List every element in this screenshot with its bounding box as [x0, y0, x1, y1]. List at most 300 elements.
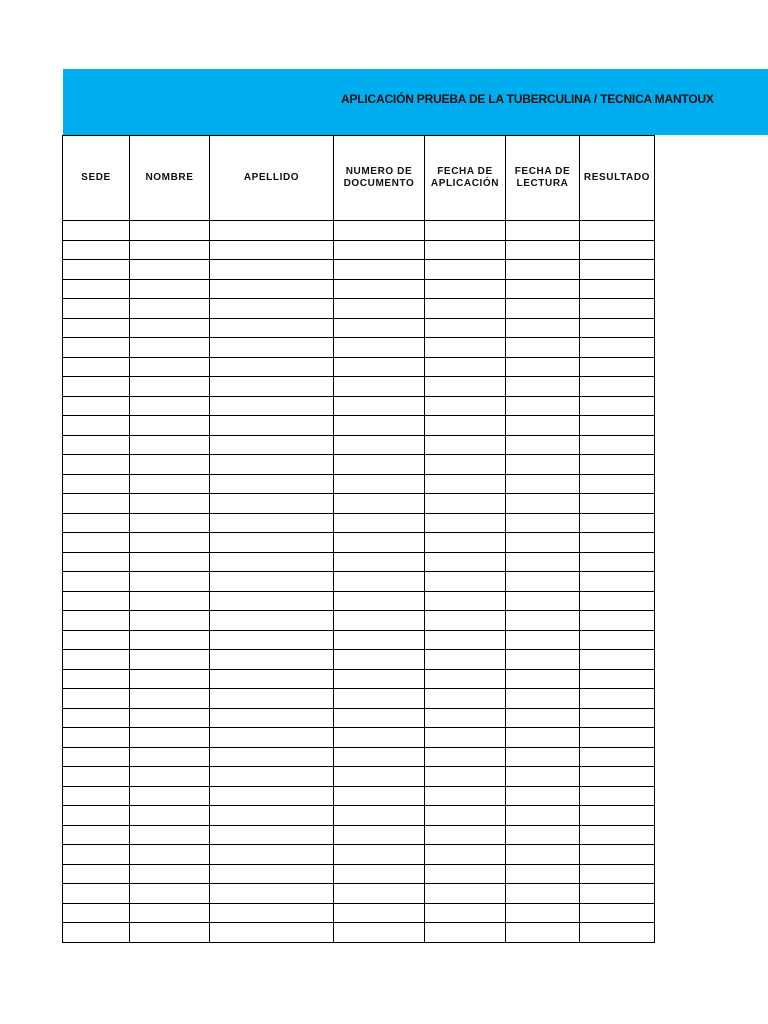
table-cell[interactable]: [506, 240, 580, 260]
table-cell[interactable]: [580, 474, 655, 494]
table-cell[interactable]: [63, 552, 130, 572]
table-cell[interactable]: [580, 494, 655, 514]
table-row: [63, 396, 655, 416]
table-cell[interactable]: [580, 689, 655, 709]
table-cell[interactable]: [334, 279, 425, 299]
table-cell[interactable]: [580, 513, 655, 533]
table-cell[interactable]: [210, 533, 334, 553]
table-cell[interactable]: [334, 357, 425, 377]
table-cell[interactable]: [334, 903, 425, 923]
table-cell[interactable]: [506, 728, 580, 748]
table-cell[interactable]: [334, 806, 425, 826]
table-cell[interactable]: [63, 474, 130, 494]
table-cell[interactable]: [425, 884, 506, 904]
table-cell[interactable]: [334, 260, 425, 280]
table-row: [63, 786, 655, 806]
table-cell[interactable]: [130, 221, 210, 241]
table-cell[interactable]: [210, 279, 334, 299]
table-row: [63, 591, 655, 611]
table-cell[interactable]: [130, 806, 210, 826]
table-cell[interactable]: [334, 591, 425, 611]
table-cell[interactable]: [63, 435, 130, 455]
table-cell[interactable]: [63, 689, 130, 709]
table-cell[interactable]: [580, 611, 655, 631]
table-cell[interactable]: [425, 318, 506, 338]
table-cell[interactable]: [210, 767, 334, 787]
table-cell[interactable]: [425, 279, 506, 299]
table-cell[interactable]: [425, 455, 506, 475]
table-cell[interactable]: [425, 513, 506, 533]
table-row: [63, 377, 655, 397]
table-cell[interactable]: [63, 513, 130, 533]
table-cell[interactable]: [580, 884, 655, 904]
table-cell[interactable]: [334, 513, 425, 533]
table-cell[interactable]: [210, 260, 334, 280]
table-cell[interactable]: [334, 689, 425, 709]
header-fecha-lectura: FECHA DE LECTURA: [506, 136, 580, 221]
table-cell[interactable]: [63, 903, 130, 923]
table-cell[interactable]: [130, 630, 210, 650]
table-cell[interactable]: [130, 767, 210, 787]
table-cell[interactable]: [63, 318, 130, 338]
header-apellido: APELLIDO: [210, 136, 334, 221]
table-cell[interactable]: [580, 357, 655, 377]
table-row: [63, 767, 655, 787]
table-cell[interactable]: [130, 884, 210, 904]
table-cell[interactable]: [210, 552, 334, 572]
table-cell[interactable]: [63, 767, 130, 787]
table-cell[interactable]: [63, 650, 130, 670]
table-cell[interactable]: [506, 689, 580, 709]
table-cell[interactable]: [130, 728, 210, 748]
table-cell[interactable]: [130, 455, 210, 475]
table-cell[interactable]: [425, 708, 506, 728]
table-cell[interactable]: [210, 221, 334, 241]
table-cell[interactable]: [334, 708, 425, 728]
table-cell[interactable]: [580, 240, 655, 260]
table-cell[interactable]: [63, 591, 130, 611]
table-cell[interactable]: [63, 728, 130, 748]
table-cell[interactable]: [580, 338, 655, 358]
table-cell[interactable]: [425, 630, 506, 650]
table-cell[interactable]: [580, 923, 655, 943]
table-cell[interactable]: [506, 552, 580, 572]
table-cell[interactable]: [130, 416, 210, 436]
table-cell[interactable]: [580, 767, 655, 787]
table-row: [63, 474, 655, 494]
table-cell[interactable]: [63, 669, 130, 689]
table-cell[interactable]: [334, 884, 425, 904]
table-cell[interactable]: [580, 396, 655, 416]
table-cell[interactable]: [130, 240, 210, 260]
table-cell[interactable]: [425, 494, 506, 514]
table-cell[interactable]: [506, 825, 580, 845]
table-cell[interactable]: [425, 533, 506, 553]
table-cell[interactable]: [425, 689, 506, 709]
table-cell[interactable]: [130, 864, 210, 884]
table-cell[interactable]: [210, 572, 334, 592]
table-row: [63, 221, 655, 241]
table-row: [63, 552, 655, 572]
table-cell[interactable]: [210, 357, 334, 377]
table-cell[interactable]: [580, 786, 655, 806]
table-cell[interactable]: [210, 786, 334, 806]
table-cell[interactable]: [506, 864, 580, 884]
table-cell[interactable]: [210, 884, 334, 904]
table-cell[interactable]: [334, 299, 425, 319]
table-cell[interactable]: [63, 338, 130, 358]
table-cell[interactable]: [130, 845, 210, 865]
table-cell[interactable]: [506, 455, 580, 475]
table-body: [63, 221, 655, 943]
table-row: [63, 299, 655, 319]
table-row: [63, 650, 655, 670]
table-cell[interactable]: [210, 747, 334, 767]
table-cell[interactable]: [580, 260, 655, 280]
table-row: [63, 416, 655, 436]
table-row: [63, 903, 655, 923]
table-cell[interactable]: [425, 923, 506, 943]
table-cell[interactable]: [130, 377, 210, 397]
table-cell[interactable]: [334, 923, 425, 943]
table-cell[interactable]: [425, 669, 506, 689]
table-cell[interactable]: [130, 318, 210, 338]
table-cell[interactable]: [130, 552, 210, 572]
table-cell[interactable]: [506, 279, 580, 299]
table-cell[interactable]: [506, 494, 580, 514]
table-cell[interactable]: [130, 591, 210, 611]
table-cell[interactable]: [210, 650, 334, 670]
table-cell[interactable]: [425, 552, 506, 572]
table-cell[interactable]: [210, 318, 334, 338]
table-cell[interactable]: [63, 416, 130, 436]
table-cell[interactable]: [334, 650, 425, 670]
table-cell[interactable]: [580, 747, 655, 767]
table-cell[interactable]: [210, 611, 334, 631]
table-cell[interactable]: [334, 728, 425, 748]
table-cell[interactable]: [425, 825, 506, 845]
table-cell[interactable]: [334, 474, 425, 494]
table-cell[interactable]: [506, 669, 580, 689]
table-cell[interactable]: [334, 845, 425, 865]
table-cell[interactable]: [210, 455, 334, 475]
table-cell[interactable]: [425, 377, 506, 397]
table-cell[interactable]: [210, 494, 334, 514]
table-cell[interactable]: [425, 611, 506, 631]
table-cell[interactable]: [425, 396, 506, 416]
title-banner: [63, 69, 768, 135]
table-cell[interactable]: [130, 611, 210, 631]
table-cell[interactable]: [425, 240, 506, 260]
table-cell[interactable]: [63, 708, 130, 728]
table-cell[interactable]: [506, 591, 580, 611]
table-cell[interactable]: [506, 357, 580, 377]
table-cell[interactable]: [580, 845, 655, 865]
table-cell[interactable]: [580, 279, 655, 299]
table-cell[interactable]: [506, 533, 580, 553]
table-cell[interactable]: [130, 903, 210, 923]
table-cell[interactable]: [425, 260, 506, 280]
table-cell[interactable]: [506, 299, 580, 319]
table-cell[interactable]: [210, 377, 334, 397]
table-cell[interactable]: [580, 728, 655, 748]
table-cell[interactable]: [63, 611, 130, 631]
table-cell[interactable]: [334, 494, 425, 514]
table-cell[interactable]: [63, 455, 130, 475]
table-cell[interactable]: [334, 338, 425, 358]
table-row: [63, 435, 655, 455]
table-cell[interactable]: [63, 630, 130, 650]
table-cell[interactable]: [130, 260, 210, 280]
table-cell[interactable]: [425, 221, 506, 241]
table-cell[interactable]: [506, 884, 580, 904]
table-cell[interactable]: [425, 357, 506, 377]
table-cell[interactable]: [334, 455, 425, 475]
table-cell[interactable]: [506, 845, 580, 865]
table-cell[interactable]: [210, 903, 334, 923]
table-row: [63, 260, 655, 280]
header-numero-documento: NUMERO DE DOCUMENTO: [334, 136, 425, 221]
header-nombre: NOMBRE: [130, 136, 210, 221]
table-cell[interactable]: [506, 221, 580, 241]
table-cell[interactable]: [63, 494, 130, 514]
table-cell[interactable]: [334, 240, 425, 260]
table-cell[interactable]: [210, 864, 334, 884]
table-cell[interactable]: [130, 572, 210, 592]
table-cell[interactable]: [63, 923, 130, 943]
table-cell[interactable]: [580, 669, 655, 689]
table-cell[interactable]: [210, 923, 334, 943]
table-cell[interactable]: [580, 416, 655, 436]
table-cell[interactable]: [210, 396, 334, 416]
table-cell[interactable]: [506, 611, 580, 631]
table-cell[interactable]: [63, 786, 130, 806]
table-cell[interactable]: [334, 377, 425, 397]
table-cell[interactable]: [425, 845, 506, 865]
table-cell[interactable]: [506, 630, 580, 650]
table-cell[interactable]: [130, 338, 210, 358]
table-cell[interactable]: [506, 318, 580, 338]
table-cell[interactable]: [580, 825, 655, 845]
table-cell[interactable]: [130, 923, 210, 943]
table-row: [63, 689, 655, 709]
table-cell[interactable]: [63, 240, 130, 260]
header-fecha-aplicacion: FECHA DE APLICACIÓN: [425, 136, 506, 221]
table-cell[interactable]: [130, 299, 210, 319]
table-cell[interactable]: [506, 377, 580, 397]
table-cell[interactable]: [63, 260, 130, 280]
table-cell[interactable]: [506, 338, 580, 358]
table-cell[interactable]: [130, 357, 210, 377]
table-row: [63, 845, 655, 865]
table-cell[interactable]: [130, 474, 210, 494]
table-cell[interactable]: [130, 513, 210, 533]
table-cell[interactable]: [580, 377, 655, 397]
table-cell[interactable]: [130, 279, 210, 299]
table-cell[interactable]: [130, 747, 210, 767]
table-cell[interactable]: [506, 435, 580, 455]
table-cell[interactable]: [506, 806, 580, 826]
table-cell[interactable]: [580, 455, 655, 475]
table-cell[interactable]: [580, 806, 655, 826]
table-cell[interactable]: [334, 396, 425, 416]
table-cell[interactable]: [334, 552, 425, 572]
table-row: [63, 747, 655, 767]
table-cell[interactable]: [334, 747, 425, 767]
table-cell[interactable]: [130, 494, 210, 514]
sheet-title: APLICACIÓN PRUEBA DE LA TUBERCULINA / TECNICA MANTOUX: [341, 92, 714, 106]
table-row: [63, 533, 655, 553]
table-row: [63, 884, 655, 904]
table-cell[interactable]: [506, 416, 580, 436]
table-cell[interactable]: [506, 708, 580, 728]
table-row: [63, 338, 655, 358]
table-cell[interactable]: [210, 416, 334, 436]
table-cell[interactable]: [130, 650, 210, 670]
table-cell[interactable]: [425, 767, 506, 787]
table-cell[interactable]: [580, 572, 655, 592]
table-cell[interactable]: [425, 299, 506, 319]
table-cell[interactable]: [210, 299, 334, 319]
table-cell[interactable]: [210, 845, 334, 865]
table-cell[interactable]: [334, 825, 425, 845]
table-cell[interactable]: [506, 474, 580, 494]
table-cell[interactable]: [334, 669, 425, 689]
table-cell[interactable]: [130, 669, 210, 689]
header-sede: SEDE: [63, 136, 130, 221]
table-cell[interactable]: [580, 435, 655, 455]
table-cell[interactable]: [334, 864, 425, 884]
table-cell[interactable]: [210, 513, 334, 533]
table-cell[interactable]: [130, 396, 210, 416]
table-cell[interactable]: [334, 416, 425, 436]
table-row: [63, 572, 655, 592]
table-cell[interactable]: [580, 318, 655, 338]
table-cell[interactable]: [580, 591, 655, 611]
table-cell[interactable]: [130, 825, 210, 845]
table-row: [63, 279, 655, 299]
table-row: [63, 455, 655, 475]
table-cell[interactable]: [580, 864, 655, 884]
table-cell[interactable]: [63, 357, 130, 377]
table-cell[interactable]: [580, 533, 655, 553]
table-cell[interactable]: [425, 903, 506, 923]
table-cell[interactable]: [580, 552, 655, 572]
table-cell[interactable]: [63, 396, 130, 416]
table-cell[interactable]: [506, 572, 580, 592]
table-row: [63, 708, 655, 728]
table-cell[interactable]: [63, 864, 130, 884]
table-cell[interactable]: [580, 630, 655, 650]
table-cell[interactable]: [63, 221, 130, 241]
table-cell[interactable]: [506, 260, 580, 280]
table-cell[interactable]: [580, 650, 655, 670]
table-cell[interactable]: [63, 825, 130, 845]
table-cell[interactable]: [210, 708, 334, 728]
table-cell[interactable]: [334, 318, 425, 338]
table-cell[interactable]: [425, 474, 506, 494]
table-cell[interactable]: [425, 572, 506, 592]
table-cell[interactable]: [63, 806, 130, 826]
table-cell[interactable]: [580, 708, 655, 728]
table-cell[interactable]: [63, 747, 130, 767]
table-cell[interactable]: [63, 377, 130, 397]
table-cell[interactable]: [506, 513, 580, 533]
table-row: [63, 240, 655, 260]
table-cell[interactable]: [506, 767, 580, 787]
table-cell[interactable]: [425, 416, 506, 436]
table-cell[interactable]: [63, 845, 130, 865]
header-resultado: RESULTADO: [580, 136, 655, 221]
table-cell[interactable]: [506, 786, 580, 806]
table-cell[interactable]: [130, 708, 210, 728]
table-cell[interactable]: [425, 728, 506, 748]
table-cell[interactable]: [425, 786, 506, 806]
table-cell[interactable]: [425, 806, 506, 826]
table-cell[interactable]: [334, 786, 425, 806]
table-cell[interactable]: [334, 533, 425, 553]
table-cell[interactable]: [580, 903, 655, 923]
table-cell[interactable]: [506, 747, 580, 767]
table-cell[interactable]: [334, 221, 425, 241]
table-cell[interactable]: [425, 747, 506, 767]
table-row: [63, 513, 655, 533]
table-cell[interactable]: [425, 864, 506, 884]
table-cell[interactable]: [425, 338, 506, 358]
table-cell[interactable]: [506, 903, 580, 923]
table-cell[interactable]: [130, 689, 210, 709]
table-cell[interactable]: [210, 591, 334, 611]
table-cell[interactable]: [334, 435, 425, 455]
table-cell[interactable]: [334, 611, 425, 631]
table-cell[interactable]: [334, 630, 425, 650]
records-table: [62, 135, 655, 943]
table-cell[interactable]: [210, 806, 334, 826]
table-row: [63, 825, 655, 845]
table-cell[interactable]: [210, 669, 334, 689]
table-cell[interactable]: [63, 533, 130, 553]
table-cell[interactable]: [210, 240, 334, 260]
table-cell[interactable]: [63, 572, 130, 592]
table-cell[interactable]: [210, 689, 334, 709]
table-cell[interactable]: [334, 572, 425, 592]
header-row: [63, 136, 655, 221]
table-cell[interactable]: [506, 650, 580, 670]
table-cell[interactable]: [210, 728, 334, 748]
table-cell[interactable]: [63, 299, 130, 319]
table-row: [63, 494, 655, 514]
table-cell[interactable]: [334, 767, 425, 787]
table-cell[interactable]: [580, 221, 655, 241]
table-cell[interactable]: [130, 435, 210, 455]
table-cell[interactable]: [580, 299, 655, 319]
table-cell[interactable]: [210, 630, 334, 650]
table-row: [63, 630, 655, 650]
table-cell[interactable]: [425, 435, 506, 455]
table-cell[interactable]: [210, 338, 334, 358]
table-cell[interactable]: [506, 923, 580, 943]
table-cell[interactable]: [210, 825, 334, 845]
table-cell[interactable]: [425, 591, 506, 611]
table-cell[interactable]: [210, 474, 334, 494]
table-cell[interactable]: [63, 279, 130, 299]
table-cell[interactable]: [506, 396, 580, 416]
table-cell[interactable]: [210, 435, 334, 455]
table-cell[interactable]: [425, 650, 506, 670]
table-cell[interactable]: [130, 533, 210, 553]
table-cell[interactable]: [130, 786, 210, 806]
table-cell[interactable]: [63, 884, 130, 904]
